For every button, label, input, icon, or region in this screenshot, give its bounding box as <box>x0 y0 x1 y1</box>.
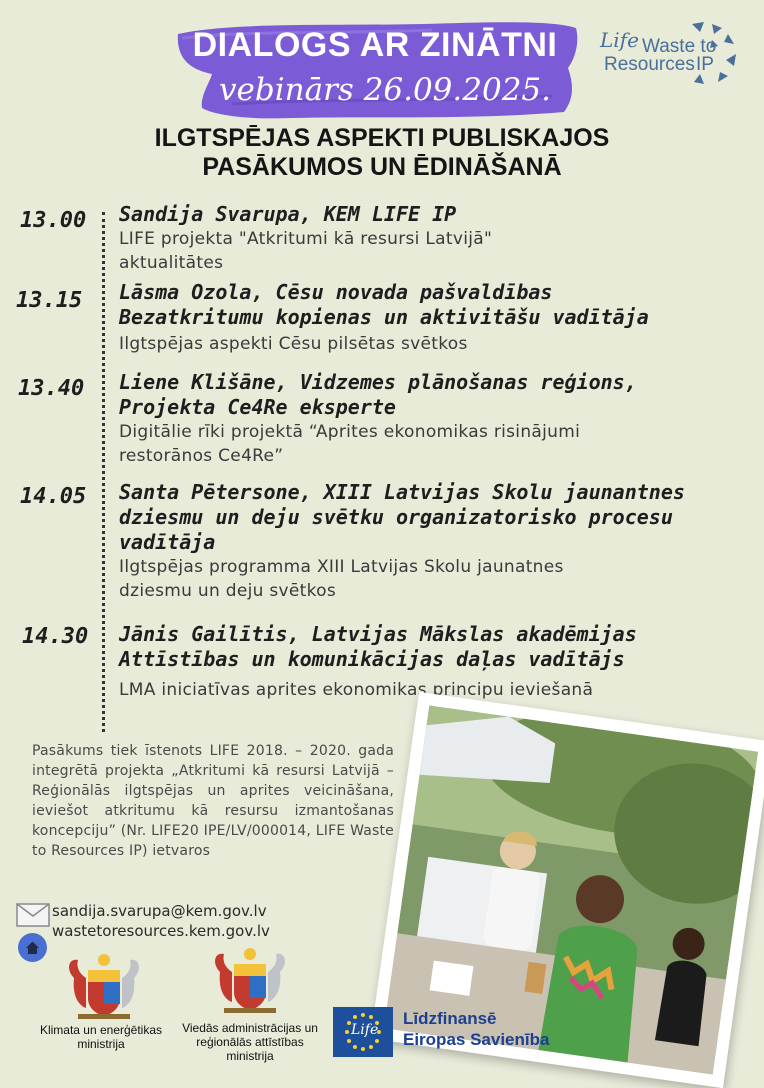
agenda-time: 13.15 <box>16 288 83 313</box>
project-funding-note: Pasākums tiek īstenots LIFE 2018. – 2020. gada integrētā projekta „Atkritumi kā resursi Latvijā – Reģionālās ilgtspējas un aprites veicināšana, ieviešot atkritumu kā resursu izmantošanas koncepciju” (Nr. LIFE20 IPE/LV/000014, LIFE Waste to Resources IP) ietvaros <box>32 743 394 859</box>
description-line: Ilgtspējas programma XIII Latvijas Skolu jaunatnes <box>119 557 564 577</box>
event-heading <box>100 124 664 182</box>
ministry-coat-of-arms-icon <box>202 942 298 1020</box>
eu-life-text: Life <box>351 1022 379 1038</box>
description-line: dziesmu un deju svētkos <box>119 581 337 601</box>
description-line: LIFE projekta "Atkritumi kā resursi Latvijā" <box>119 229 493 249</box>
description-line: Ilgtspējas aspekti Cēsu pilsētas svētkos <box>119 334 468 354</box>
description-line: aktualitātes <box>119 253 224 273</box>
co-financed-label: Līdzfinansē Eiropas Savienība <box>403 1009 550 1049</box>
speaker-line: Liene Klišāne, Vidzemes plānošanas reģions, <box>119 370 637 394</box>
life-waste-to-resources-logo <box>600 20 750 90</box>
ministry-coat-of-arms-icon <box>56 948 152 1026</box>
agenda-time: 13.00 <box>20 208 87 233</box>
description-line: Digitālie rīki projektā “Aprites ekonomikas risinājumi <box>119 422 581 442</box>
contact-website[interactable]: wastetoresources.kem.gov.lv <box>52 922 270 940</box>
logo-ip: IP <box>696 54 714 75</box>
ministry-label: Viedās administrācijas un reģionālās attīstības ministrija <box>182 1021 318 1063</box>
speaker-line: Attīstības un komunikācijas daļas vadītājs <box>119 647 625 671</box>
speaker-line: Jānis Gailītis, Latvijas Mākslas akadēmijas <box>119 622 637 646</box>
agenda-item <box>119 622 749 702</box>
logo-life-text: Life <box>600 28 639 52</box>
eu-flag-icon <box>333 1007 393 1057</box>
speaker-line: Projekta Ce4Re eksperte <box>119 395 396 419</box>
speaker-line: Santa Pētersone, XIII Latvijas Skolu jaunantnes <box>119 480 685 504</box>
heading-line1: ILGTSPĒJAS ASPEKTI PUBLISKAJOS <box>154 124 610 152</box>
agenda-item <box>119 202 749 275</box>
speaker-line: dziesmu un deju svētku organizatorisko procesu <box>119 505 673 529</box>
heading-line2: PASĀKUMOS UN ĒDINĀŠANĀ <box>202 153 562 181</box>
speaker-line: vadītāja <box>119 530 216 554</box>
logo-line1: Waste to <box>642 36 717 57</box>
event-title: DIALOGS AR ZINĀTNI <box>192 26 558 64</box>
home-icon[interactable] <box>18 933 47 962</box>
speaker-line: Sandija Svarupa, KEM LIFE IP <box>119 202 457 226</box>
webinar-date: vebinārs 26.09.2025. <box>219 72 551 108</box>
speaker-line: Lāsma Ozola, Cēsu novada pašvaldības <box>119 280 553 304</box>
description-line: LMA iniciatīvas aprites ekonomikas principu ieviešanā <box>119 680 594 700</box>
logo-line2: Resources <box>604 54 695 75</box>
speaker-line: Bezatkritumu kopienas un aktivitāšu vadītāja <box>119 305 649 329</box>
envelope-icon <box>16 903 50 931</box>
agenda-item <box>119 280 749 356</box>
agenda-time: 14.05 <box>20 484 87 509</box>
contact-email[interactable]: sandija.svarupa@kem.gov.lv <box>52 902 267 920</box>
description-line: restorānos Ce4Re” <box>119 446 284 466</box>
agenda-time: 13.40 <box>18 376 85 401</box>
agenda-item <box>119 480 749 603</box>
agenda-time: 14.30 <box>22 624 89 649</box>
ministry-label: Klimata un enerģētikas ministrija <box>39 1023 163 1051</box>
timeline-dotted-line <box>102 212 105 732</box>
agenda-item <box>119 370 749 468</box>
